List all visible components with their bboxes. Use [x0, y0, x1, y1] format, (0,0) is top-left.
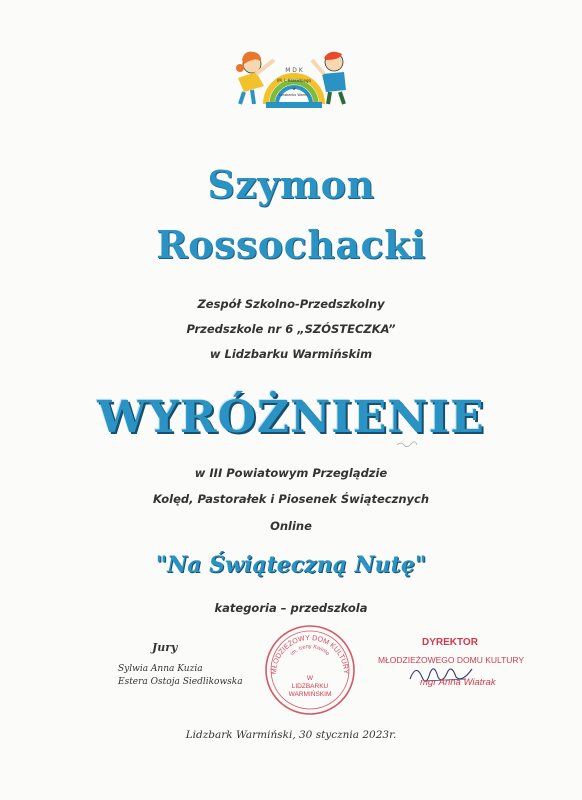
contest-line-1: w III Powiatowym Przeglądzie — [194, 466, 388, 480]
jury-label: Jury — [152, 641, 178, 654]
logo-town: Lidzbarku Warm. — [279, 93, 309, 97]
school-line-1: Zespół Szkolno-Przedszkolny — [197, 297, 385, 311]
round-stamp — [262, 622, 358, 718]
recipient-last-name: Rossochacki — [156, 222, 426, 267]
director-org: MŁODZIEŻOWEGO DOMU KULTURY — [378, 655, 525, 665]
director-title: DYREKTOR — [422, 637, 478, 648]
mdk-logo — [226, 38, 362, 110]
contest-title: "Na Świąteczną Nutę" — [155, 552, 427, 578]
stamp-center-line: W — [306, 675, 314, 682]
stamp-center-line: LIDZBARKU — [291, 683, 329, 690]
stamp-center-line: WARMIŃSKIM — [288, 691, 332, 698]
place-and-date: Lidzbark Warmiński, 30 stycznia 2023r. — [185, 729, 397, 741]
logo-arch-text: IM. I. Krasickiego — [277, 78, 311, 83]
school-line-2: Przedszkole nr 6 „SZÓSTECZKA” — [186, 322, 396, 336]
contest-line-3: Online — [270, 519, 312, 533]
school-line-3: w Lidzbarku Warmińskim — [209, 347, 373, 361]
contest-line-2: Kolęd, Pastorałek i Piosenek Świątecznych — [152, 492, 430, 506]
director-name: mgr Anna Wiatrak — [420, 677, 496, 688]
logo-prefix: w — [292, 86, 296, 91]
stamp-inner-text: im. Ireny Kwinto — [289, 643, 331, 658]
logo-letters: M D K — [285, 67, 303, 74]
pencil-scribble-icon — [396, 440, 418, 448]
jury-member: Sylwia Anna Kuzia — [118, 664, 203, 674]
award-title: WYRÓŻNIENIE — [97, 392, 485, 443]
contest-category: kategoria – przedszkola — [214, 601, 368, 615]
jury-member: Estera Ostoja Siedlikowska — [118, 677, 243, 687]
svg-text:im. Ireny Kwinto — [290, 644, 331, 657]
stamp-ring-text: MŁODZIEŻOWY DOM KULTURY — [268, 632, 352, 675]
recipient-first-name: Szymon — [207, 162, 375, 207]
svg-text:MŁODZIEŻOWY DOM KULTURY — [269, 633, 351, 675]
